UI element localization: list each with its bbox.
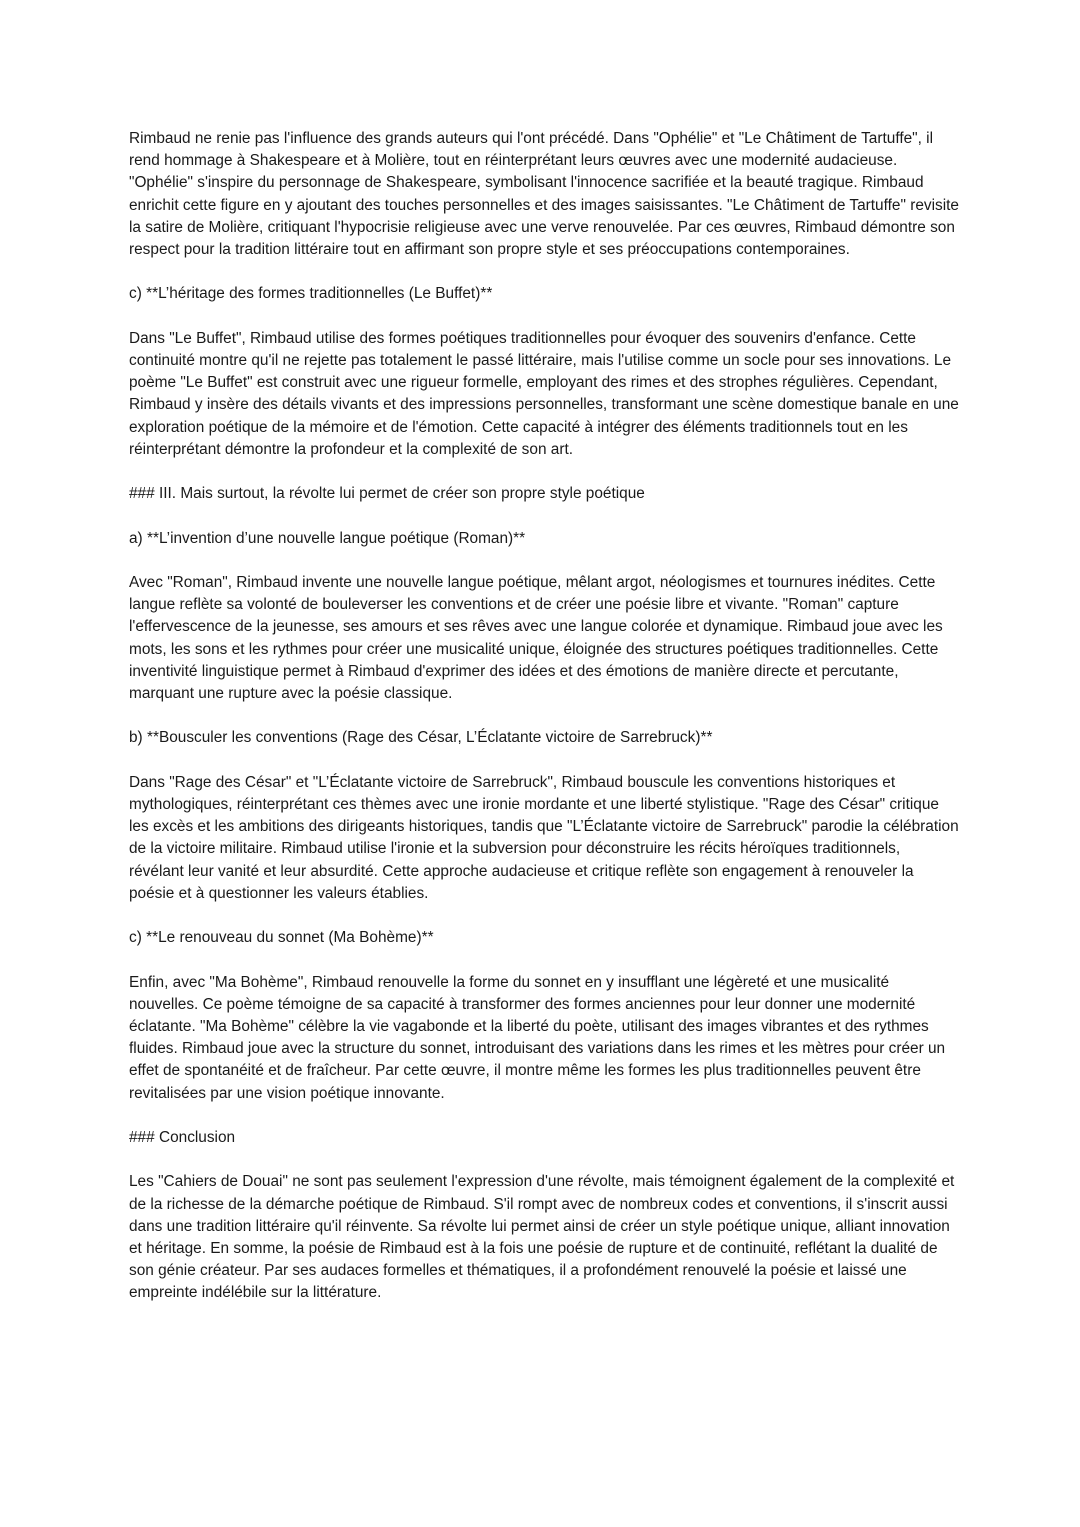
conclusion-body: Les "Cahiers de Douai" ne sont pas seulement l'expression d'une révolte, mais témoignent également de la complexité et de la richesse de la démarche poétique de Rimbaud. S'il rompt avec de nombreux codes et conventions, il s'inscrit aussi dans une tradition littéraire qu'il réinvente. Sa révolte lui permet ainsi de créer un style poétique unique, alliant innovation et héritage. En somme, la poésie de Rimbaud est à la fois une poésie de rupture et de continuité, reflétant la dualité de son génie créateur. Par ses audaces formelles et thématiques, il a profondément renouvelé la poésie et laissé une empreinte indélébile sur la littérature. [129,1173,955,1302]
part-3-heading: ### III. Mais surtout, la révolte lui permet de créer son propre style poétique [129,485,645,503]
section-2c-heading: c) **L’héritage des formes traditionnelles (Le Buffet)** [129,285,493,303]
section-2c-body: Dans "Le Buffet", Rimbaud utilise des formes poétiques traditionnelles pour évoquer des souvenirs d'enfance. Cette continuité montre qu'il ne rejette pas totalement le passé littéraire, mais l'utilise comme un socle pour ses innovations. Le poème "Le Buffet" est construit avec une rigueur formelle, employant des rimes et des strophes régulières. Cependant, Rimbaud y insère des détails vivants et des impressions personnelles, transformant une scène domestique banale en une exploration poétique de la mémoire et de l'émotion. Cette capacité à intégrer des éléments traditionnels tout en les réinterprétant démontre la profondeur et la complexité de son art. [129,329,959,458]
intro-paragraph: Rimbaud ne renie pas l'influence des grands auteurs qui l'ont précédé. Dans "Ophélie" et "Le Châtiment de Tartuffe", il rend hommage à Shakespeare et à Molière, tout en réinterprétant leurs œuvres avec une modernité audacieuse. "Ophélie" s'inspire du personnage de Shakespeare, symbolisant l'innocence sacrifiée et la beauté tragique. Rimbaud enrichit cette figure en y ajoutant des touches personnelles et des images saisissantes. "Le Châtiment de Tartuffe" revisite la satire de Molière, critiquant l'hypocrisie religieuse avec une verve renouvelée. Par ces œuvres, Rimbaud démontre son respect pour la tradition littéraire tout en affirmant son propre style et ses préoccupations contemporaines. [129,130,959,259]
section-3b-heading: b) **Bousculer les conventions (Rage des César, L’Éclatante victoire de Sarrebruck)** [129,729,713,747]
section-3c-body: Enfin, avec "Ma Bohème", Rimbaud renouvelle la forme du sonnet en y insufflant une légèreté et une musicalité nouvelles. Ce poème témoigne de sa capacité à transformer des formes anciennes pour leur donner une modernité éclatante. "Ma Bohème" célèbre la vie vagabonde et la liberté du poète, utilisant des images vibrantes et des rythmes fluides. Rimbaud joue avec la structure du sonnet, introduisant des variations dans les rimes et les mètres pour créer un effet de spontanéité et de fraîcheur. Par cette œuvre, il montre même les formes les plus traditionnelles peuvent être revitalisées par une vision poétique innovante. [129,973,946,1102]
section-3c-heading: c) **Le renouveau du sonnet (Ma Bohème)** [129,929,434,947]
conclusion-heading: ### Conclusion [129,1128,236,1146]
document-page [129,128,959,1305]
section-3a-heading: a) **L’invention d’une nouvelle langue poétique (Roman)** [129,529,526,547]
section-3b-body: Dans "Rage des César" et "L’Éclatante victoire de Sarrebruck", Rimbaud bouscule les conventions historiques et mythologiques, réinterprétant ces thèmes avec une ironie mordante et une liberté stylistique. "Rage des César" critique les excès et les ambitions des dirigeants historiques, tandis que "L’Éclatante victoire de Sarrebruck" parodie la célébration de la victoire militaire. Rimbaud utilise l'ironie et la subversion pour déconstruire les récits héroïques traditionnels, révélant leur vanité et leur absurdité. Cette approche audacieuse et critique reflète son engagement à renouveler la poésie et à questionner les valeurs établies. [129,773,959,902]
section-3a-body: Avec "Roman", Rimbaud invente une nouvelle langue poétique, mêlant argot, néologismes et tournures inédites. Cette langue reflète sa volonté de bouleverser les conventions et de créer une poésie libre et vivante. "Roman" capture l'effervescence de la jeunesse, ses amours et ses rêves avec une langue colorée et dynamique. Rimbaud joue avec les mots, les sons et les rythmes pour créer une musicalité unique, éloignée des structures poétiques traditionnelles. Cette inventivité linguistique permet à Rimbaud d'exprimer des idées et des émotions de manière directe et percutante, marquant une rupture avec la poésie classique. [129,573,943,702]
